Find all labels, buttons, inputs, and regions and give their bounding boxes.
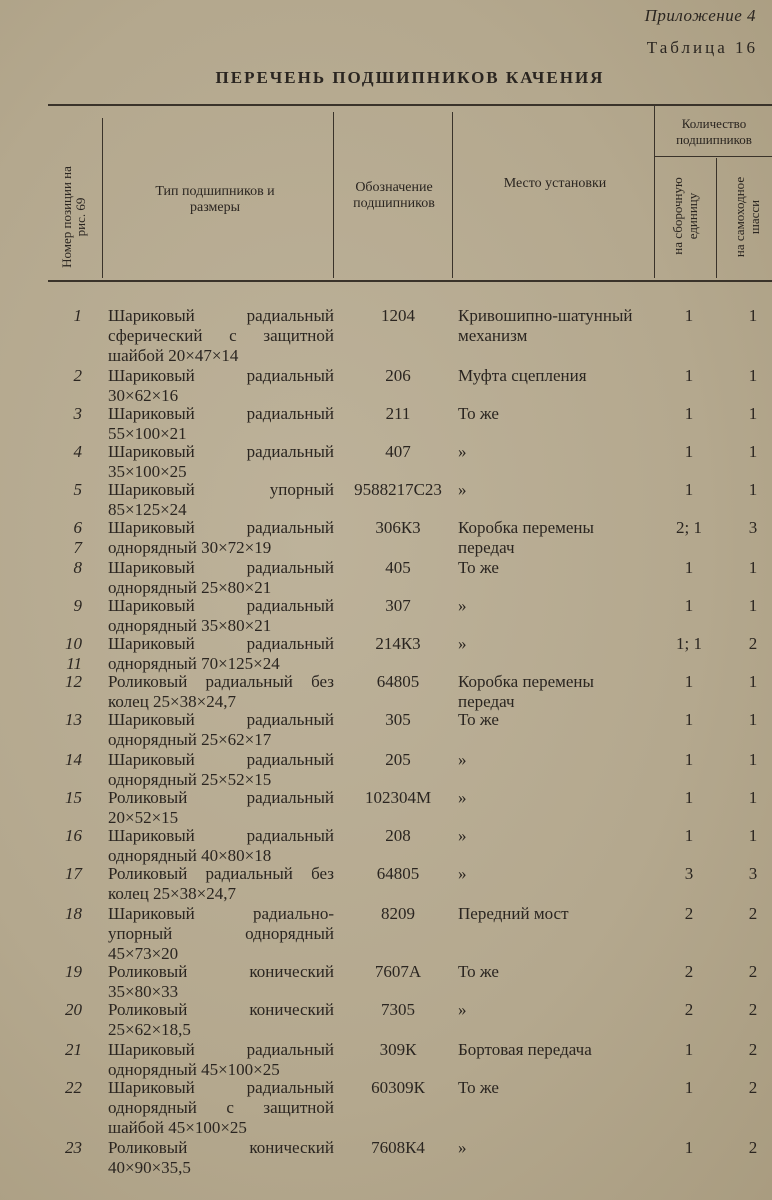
qty-per-assembly: 1 (684, 1138, 694, 1157)
qty-per-assembly: 1 (684, 672, 694, 691)
qty-per-chassis: 1 (748, 442, 758, 461)
bearing-type: Шариковый радиальный 30×62×16 (108, 366, 334, 405)
bearing-type: Шариковый радиальный однорядный 25×52×15 (108, 750, 334, 789)
col-divider-5 (716, 158, 717, 278)
bearing-designation: 9588217С23 (354, 480, 442, 499)
bearing-designation: 305 (385, 710, 411, 729)
table-number: Таблица 16 (646, 38, 758, 57)
qty-per-chassis: 1 (748, 750, 758, 769)
bearing-designation: 7305 (381, 1000, 415, 1019)
qty-per-chassis: 1 (748, 826, 758, 845)
bearing-designation: 208 (385, 826, 411, 845)
install-place: » (458, 864, 467, 883)
bearing-type: Роликовый конический 40×90×35,5 (108, 1138, 334, 1177)
header-place: Место установки (503, 176, 607, 191)
qty-per-assembly: 1; 1 (676, 634, 702, 653)
bearing-designation: 206 (385, 366, 411, 385)
position-number: 15 (65, 788, 82, 807)
qty-per-assembly: 2 (684, 904, 694, 923)
header-bottom-rule (48, 280, 772, 282)
position-number: 12 (65, 672, 82, 691)
qty-per-assembly: 2; 1 (676, 518, 702, 537)
position-number: 3 (73, 404, 82, 423)
qty-per-chassis: 1 (748, 558, 758, 577)
install-place: Муфта сцепления (458, 366, 587, 385)
bearing-type: Роликовый радиальный 20×52×15 (108, 788, 334, 827)
install-place: То же (458, 404, 499, 423)
install-place: Кривошипно-шатунный механизм (458, 306, 633, 345)
qty-per-assembly: 1 (684, 710, 694, 729)
bearing-type: Шариковый упорный 85×125×24 (108, 480, 334, 519)
qty-per-chassis: 2 (748, 904, 758, 923)
qty-per-assembly: 1 (684, 788, 694, 807)
header-designation: Обозначение подшипников (353, 180, 435, 211)
bearing-designation: 60309К (371, 1078, 425, 1097)
bearing-type: Шариковый радиальный однорядный 35×80×21 (108, 596, 334, 635)
header-quantity: Количество подшипников (676, 116, 752, 147)
position-number: 18 (65, 904, 82, 923)
bearing-type: Шариковый радиальный сферический с защитной шайбой 20×47×14 (108, 306, 334, 365)
position-number: 23 (65, 1138, 82, 1157)
bearing-type: Шариковый радиальный однорядный 25×62×17 (108, 710, 334, 749)
qty-per-chassis: 1 (748, 306, 758, 325)
qty-per-assembly: 1 (684, 1078, 694, 1097)
bearing-type: Роликовый радиальный без колец 25×38×24,7 (108, 864, 334, 903)
qty-per-assembly: 1 (684, 1040, 694, 1059)
bearing-type: Шариковый радиальный 55×100×21 (108, 404, 334, 443)
bearing-designation: 405 (385, 558, 411, 577)
position-number: 8 (73, 558, 82, 577)
bearing-type: Шариковый радиальный однорядный с защитной шайбой 45×100×25 (108, 1078, 334, 1137)
table-title: ПЕРЕЧЕНЬ ПОДШИПНИКОВ КАЧЕНИЯ (215, 68, 605, 87)
position-number: 2 (73, 366, 82, 385)
col-divider-2 (333, 112, 334, 278)
qty-per-chassis: 2 (748, 1138, 758, 1157)
install-place: » (458, 788, 467, 807)
position-number: 1 (73, 306, 82, 325)
qty-per-chassis: 1 (748, 788, 758, 807)
header-per-chassis: на самоходное шасси (732, 176, 762, 258)
bearing-designation: 7607А (374, 962, 422, 981)
qty-per-chassis: 3 (748, 518, 758, 537)
header-top-rule (48, 104, 772, 106)
qty-per-assembly: 1 (684, 442, 694, 461)
position-number-secondary: 7 (73, 538, 82, 557)
header-position: Номер позиции на рис. 69 (59, 166, 88, 268)
position-number: 22 (65, 1078, 82, 1097)
bearing-type: Роликовый конический 25×62×18,5 (108, 1000, 334, 1039)
qty-per-chassis: 1 (748, 596, 758, 615)
install-place: » (458, 442, 467, 461)
position-number: 13 (65, 710, 82, 729)
bearing-type: Шариковый радиальный однорядный 40×80×18 (108, 826, 334, 865)
bearing-type: Роликовый конический 35×80×33 (108, 962, 334, 1001)
position-number-secondary: 11 (66, 654, 82, 673)
bearing-designation: 7608К4 (371, 1138, 425, 1157)
bearing-designation: 306К3 (375, 518, 421, 537)
position-number: 9 (73, 596, 82, 615)
install-place: » (458, 596, 467, 615)
qty-per-assembly: 1 (684, 404, 694, 423)
qty-per-chassis: 2 (748, 1040, 758, 1059)
quantity-subrule (654, 156, 772, 157)
install-place: Передний мост (458, 904, 569, 923)
qty-per-assembly: 1 (684, 306, 694, 325)
col-divider-1 (102, 118, 103, 278)
install-place: » (458, 750, 467, 769)
appendix-label: Приложение 4 (644, 6, 756, 25)
bearing-type: Шариковый радиально-упорный однорядный 45×73×20 (108, 904, 334, 963)
bearing-type: Шариковый радиальный однорядный 45×100×25 (108, 1040, 334, 1079)
qty-per-assembly: 1 (684, 366, 694, 385)
install-place: То же (458, 558, 499, 577)
bearing-designation: 307 (385, 596, 411, 615)
bearing-designation: 214К3 (375, 634, 421, 653)
bearing-designation: 8209 (381, 904, 415, 923)
header-per-assembly: на сборочную единицу (670, 177, 700, 255)
install-place: » (458, 480, 467, 499)
qty-per-assembly: 1 (684, 596, 694, 615)
position-number: 20 (65, 1000, 82, 1019)
bearing-type: Роликовый радиальный без колец 25×38×24,7 (108, 672, 334, 711)
bearing-designation: 211 (385, 404, 411, 423)
qty-per-chassis: 1 (748, 404, 758, 423)
install-place: То же (458, 710, 499, 729)
qty-per-chassis: 1 (748, 710, 758, 729)
position-number: 17 (65, 864, 82, 883)
position-number: 10 (65, 634, 82, 653)
qty-per-chassis: 2 (748, 1078, 758, 1097)
bearing-designation: 1204 (381, 306, 415, 325)
bearing-type: Шариковый радиальный однорядный 30×72×19 (108, 518, 334, 557)
bearing-designation: 102304М (364, 788, 432, 807)
header-type: Тип подшипников и размеры (155, 184, 275, 215)
qty-per-chassis: 1 (748, 366, 758, 385)
bearing-type: Шариковый радиальный однорядный 70×125×24 (108, 634, 334, 673)
position-number: 14 (65, 750, 82, 769)
qty-per-assembly: 1 (684, 480, 694, 499)
qty-per-chassis: 2 (748, 962, 758, 981)
install-place: » (458, 1138, 467, 1157)
qty-per-assembly: 2 (684, 1000, 694, 1019)
bearing-designation: 407 (385, 442, 411, 461)
qty-per-assembly: 1 (684, 750, 694, 769)
position-number: 19 (65, 962, 82, 981)
bearing-type: Шариковый радиальный однорядный 25×80×21 (108, 558, 334, 597)
qty-per-assembly: 1 (684, 558, 694, 577)
qty-per-chassis: 2 (748, 634, 758, 653)
qty-per-assembly: 1 (684, 826, 694, 845)
install-place: » (458, 1000, 467, 1019)
position-number: 4 (73, 442, 82, 461)
position-number: 21 (65, 1040, 82, 1059)
install-place: » (458, 634, 467, 653)
bearing-designation: 309К (379, 1040, 417, 1059)
install-place: То же (458, 1078, 499, 1097)
qty-per-assembly: 3 (684, 864, 694, 883)
qty-per-assembly: 2 (684, 962, 694, 981)
position-number: 6 (73, 518, 82, 537)
install-place: Коробка перемены передач (458, 672, 594, 711)
qty-per-chassis: 3 (748, 864, 758, 883)
bearing-type: Шариковый радиальный 35×100×25 (108, 442, 334, 481)
qty-per-chassis: 1 (748, 480, 758, 499)
col-divider-4 (654, 106, 655, 278)
install-place: Коробка перемены передач (458, 518, 594, 557)
install-place: » (458, 826, 467, 845)
position-number: 16 (65, 826, 82, 845)
col-divider-3 (452, 112, 453, 278)
install-place: То же (458, 962, 499, 981)
bearing-designation: 205 (385, 750, 411, 769)
position-number: 5 (73, 480, 82, 499)
bearing-designation: 64805 (376, 864, 420, 883)
qty-per-chassis: 1 (748, 672, 758, 691)
install-place: Бортовая передача (458, 1040, 592, 1059)
qty-per-chassis: 2 (748, 1000, 758, 1019)
bearing-designation: 64805 (376, 672, 420, 691)
